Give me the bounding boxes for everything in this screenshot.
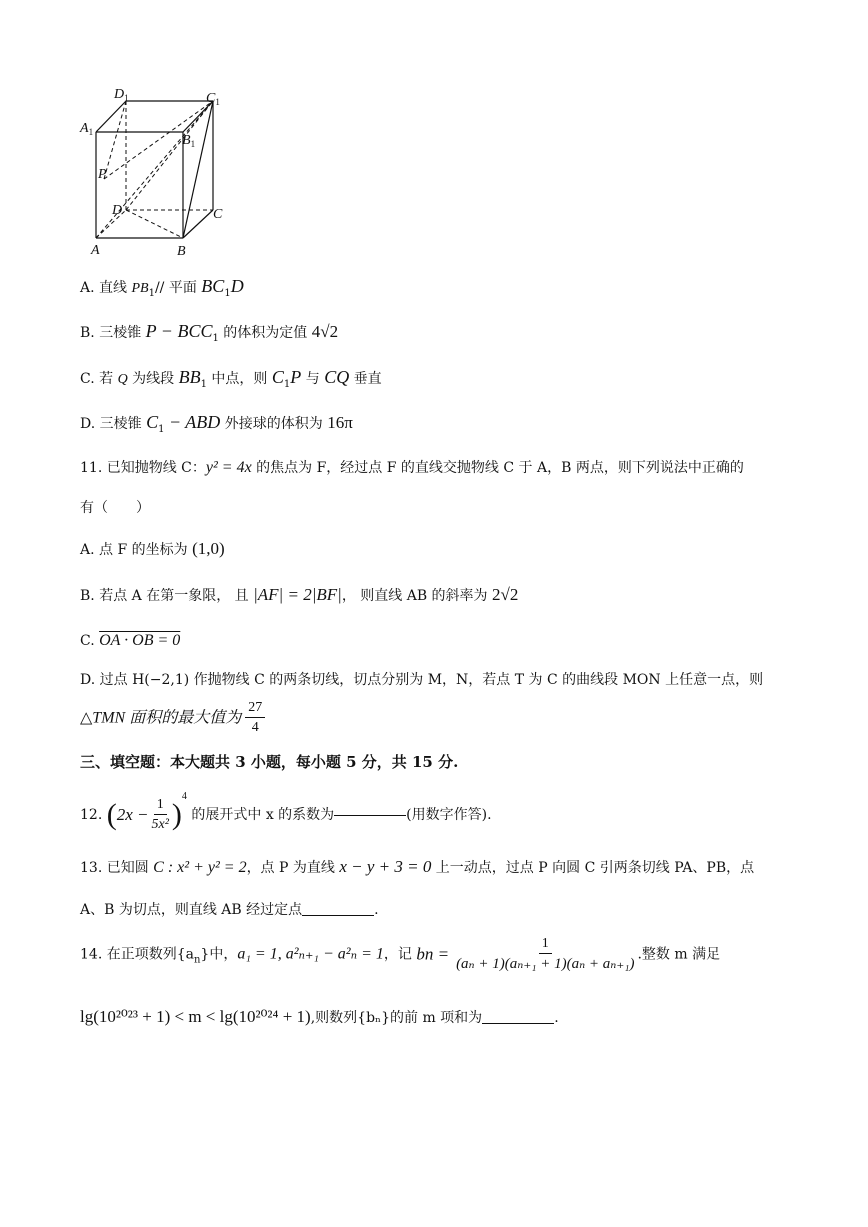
q11-stem-line2: 有（ ） — [80, 500, 150, 516]
q13-line1: 13. 已知圆 C : x² + y² = 2，点 P 为直线 x − y + 3 = 0 上一动点，过点 P 向圆 C 引两条切线 PA、PB，点 — [80, 857, 755, 876]
label-B1: $B_1$ — [182, 133, 196, 149]
q12-question: 12. (2x − $\frac{1}{\text{5x²}}$ )$^4$ 的展开式中 x 的系数为 (用数字作答). — [80, 788, 492, 835]
q11-option-d-line2: △TMN 面积的最大值为 $\frac{27}{4}$ — [80, 699, 265, 738]
label-D: D — [112, 203, 123, 218]
q14-line2: lg(10²⁰²³ + 1) < m < lg(10²⁰²⁴ + 1),则数列{bₙ}的前 m 项和为 . — [80, 1007, 559, 1026]
q11-d-fraction: $\frac{27}{4}$ — [245, 699, 265, 738]
label-A: A — [91, 243, 100, 258]
section3-heading: 三、填空题：本大题共 3 小题，每小题 5 分，共 15 分. — [80, 753, 459, 771]
label-D1: $D_1$ — [114, 87, 129, 103]
q14-bn-fraction: $\frac{1}{\text{(aₙ + 1)(aₙ₊₁ + 1)(aₙ + aₙ₊₁)}}$ — [456, 936, 635, 972]
label-A1: $A_1$ — [80, 121, 94, 137]
q10-option-b: B. 三棱锥 $P - BCC_1$ 的体积为定值 4√2 — [80, 321, 339, 344]
label-C1: $C_1$ — [206, 91, 220, 107]
q11-stem-line1: 11. 已知抛物线 C：y² = 4x 的焦点为 F，经过点 F 的直线交抛物线 C 于 A，B 两点，则下列说法中正确的 — [80, 459, 744, 476]
label-C: C — [213, 207, 223, 222]
label-B: B — [177, 244, 186, 259]
q14-line1: 14. 在正项数列$\{a_n\}$中，a₁ = 1, a²ₙ₊₁ − a²ₙ = 1，记 bn = $\frac{1}{\text{(aₙ + 1)(aₙ₊₁ + 1)(aₙ + aₙ₊₁)}}$ .整数 m 满足 — [80, 936, 721, 972]
cube-figure — [78, 84, 238, 264]
q12-fraction: $\frac{1}{\text{5x²}}$ — [151, 796, 169, 832]
q11-option-a: A. 点 F 的坐标为 (1,0) — [80, 539, 225, 558]
q12-answer-blank[interactable] — [334, 815, 406, 816]
q13-answer-blank[interactable] — [302, 915, 374, 916]
q11-option-b: B. 若点 A 在第一象限， 且 |AF| = 2|BF|， 则直线 AB 的斜率为 2√2 — [80, 585, 519, 604]
q10-option-d: D. 三棱锥 $C_1$ − ABD 外接球的体积为 16π — [80, 412, 353, 435]
q10-option-a: A. 直线 $PB_1//$ 平面 $BC_1D$ — [80, 276, 244, 299]
q14-answer-blank[interactable] — [482, 1023, 554, 1024]
q11-option-d-line1: D. 过点 H(−2,1) 作抛物线 C 的两条切线，切点分别为 M，N，若点 T 为 C 的曲线段 MON 上任意一点，则 — [80, 672, 764, 688]
q13-line2: A、B 为切点，则直线 AB 经过定点 . — [80, 902, 379, 918]
q10-option-c: C. 若 Q 为线段 $BB_1$ 中点，则 $C_1P$ 与 CQ 垂直 — [80, 367, 382, 390]
label-P: P — [98, 167, 107, 182]
q11-option-c: C. OA · OB = 0 — [80, 632, 181, 649]
